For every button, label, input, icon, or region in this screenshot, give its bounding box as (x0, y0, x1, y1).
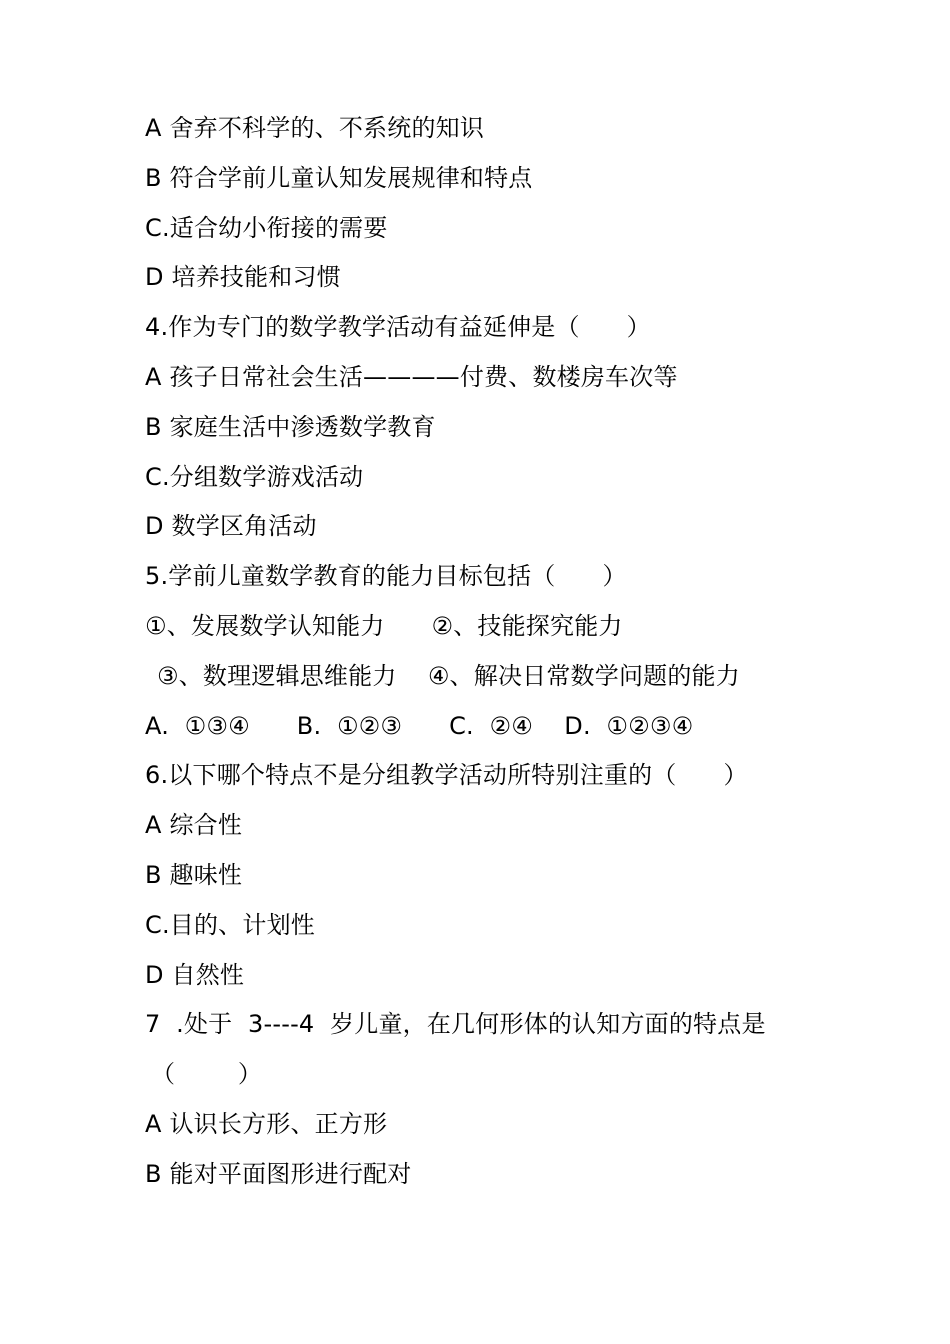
option-line: A 综合性 (145, 811, 243, 840)
option-line: B 能对平面图形进行配对 (145, 1159, 412, 1188)
option-line: D 培养技能和习惯 (145, 263, 341, 292)
sub-item-line: ③、数理逻辑思维能力 ④、解决日常数学问题的能力 (157, 661, 740, 690)
option-line: B 符合学前儿童认知发展规律和特点 (145, 163, 533, 192)
option-line: A 孩子日常社会生活————付费、数楼房车次等 (145, 362, 678, 391)
option-line: A. ①③④ B. ①②③ C. ②④ D. ①②③④ (145, 711, 694, 740)
option-line: D 数学区角活动 (145, 512, 317, 541)
question-line: 6.以下哪个特点不是分组教学活动所特别注重的（ ） (145, 761, 748, 790)
option-line: A 舍弃不科学的、不系统的知识 (145, 114, 485, 142)
option-line: C.分组数学游戏活动 (145, 462, 364, 491)
question-line: 4.作为专门的数学教学活动有益延伸是（ ） (145, 313, 651, 342)
answer-blank-line: （ ） (151, 1060, 263, 1089)
question-line: 5.学前儿童数学教育的能力目标包括（ ） (145, 562, 627, 591)
option-line: D 自然性 (145, 960, 245, 989)
option-line: B 趣味性 (145, 860, 243, 889)
option-line: B 家庭生活中渗透数学教育 (145, 412, 436, 441)
sub-item-line: ①、发展数学认知能力 ②、技能探究能力 (145, 611, 623, 640)
question-text-block (145, 104, 845, 1200)
option-line: C.目的、计划性 (145, 910, 315, 939)
option-line: C.适合幼小衔接的需要 (145, 213, 388, 242)
option-line: A 认识长方形、正方形 (145, 1109, 388, 1138)
question-line: 7 .处于 3----4 岁儿童，在几何形体的认知方面的特点是 (145, 1010, 766, 1039)
